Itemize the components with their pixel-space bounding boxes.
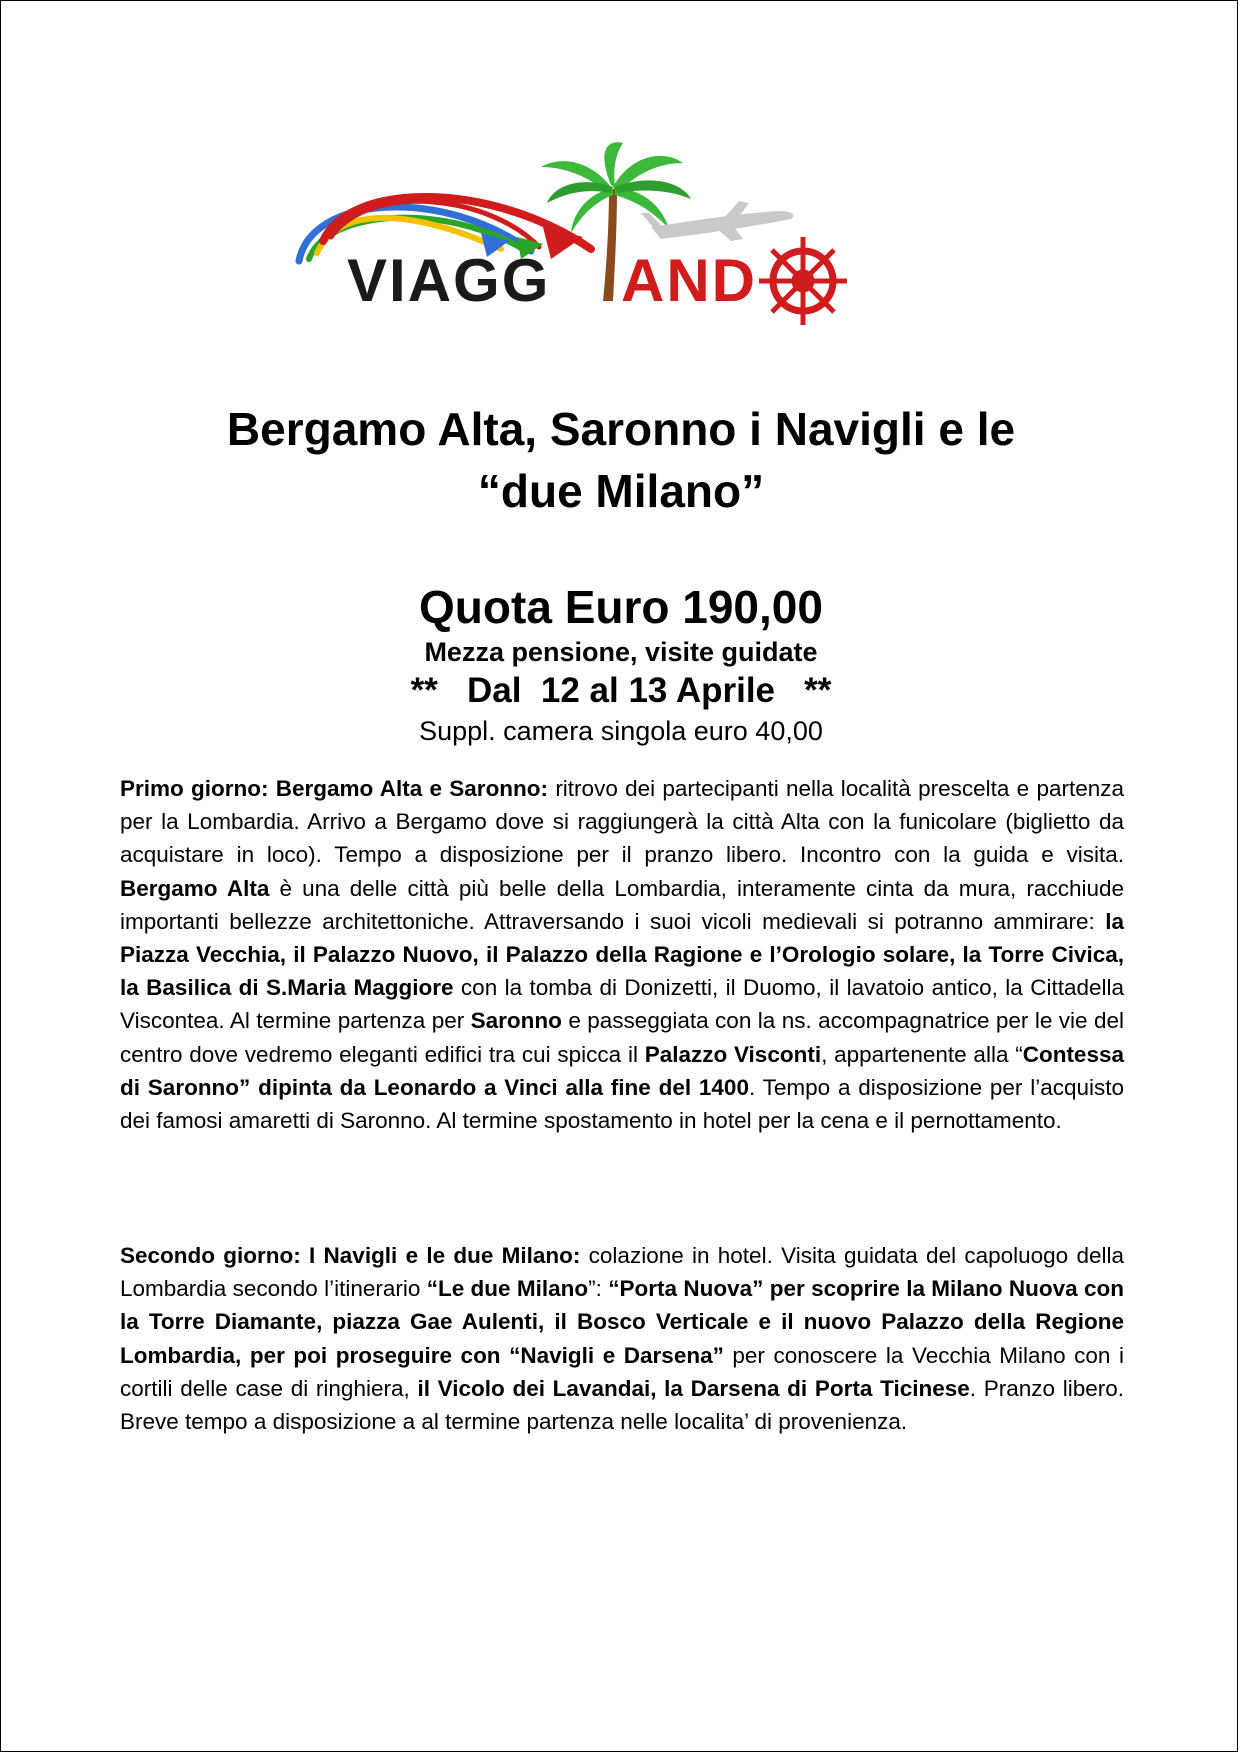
trip-title-line2: “due Milano”: [477, 465, 765, 517]
day1-text: Palazzo Visconti: [644, 1041, 822, 1067]
trip-title-line1: Bergamo Alta, Saronno i Navigli e le: [226, 403, 1016, 455]
day1-text: la Piazza Vecchia, il Palazzo Nuovo, il Palazzo della Ragione e l’Orologio solare, la Torre Civica, la Basilica di S.Maria Maggiore: [120, 908, 1124, 1001]
day1-text: . Tempo a disposizione per l’acquisto dei famosi amaretti di Saronno. Al termine spostamento in hotel per la cena e il pernottamento.: [120, 1074, 1125, 1134]
price: Quota Euro 190,00: [419, 581, 823, 633]
single-room-supplement: Suppl. camera singola euro 40,00: [419, 716, 823, 746]
ship-wheel-icon: [759, 237, 847, 325]
day1-text: è una delle città più belle della Lombardia, interamente cinta da mura, racchiude importanti bellezze architettoniche. Attraversando i suoi vicoli medievali si potranno ammirare:: [120, 875, 1124, 934]
day1-text: ritrovo dei partecipanti nella località prescelta e partenza per la Lombardia. Arrivo a Bergamo dove si raggiungerà la città Alta con la funicolare (biglietto da acquistare in loco). Tempo a disposizione per il pranzo libero. Incontro con la guida e visita.: [120, 776, 1124, 868]
day2-text: . Pranzo libero. Breve tempo a disposizione a al termine partenza nelle localita’ di provenienza.: [120, 1375, 1124, 1435]
day2-text: “Le due Milano: [426, 1276, 589, 1302]
day1-text: Contessa di Saronno” dipinta da Leonardo a Vinci alla fine del 1400: [120, 1041, 1124, 1100]
day2-paragraph: [120, 1239, 1124, 1438]
day1-text: , appartenente alla “: [821, 1041, 1023, 1067]
travel-dates: ** Dal 12 al 13 Aprile **: [410, 671, 832, 710]
day1-heading: Primo giorno: Bergamo Alta e Saronno:: [120, 776, 549, 801]
day1-text: con la tomba di Donizetti, il Duomo, il lavatoio antico, la Cittadella Viscontea. Al termine partenza per: [120, 975, 1125, 1034]
logo-text-left: VIAGG: [347, 247, 551, 314]
logo-text-right: AND: [621, 247, 757, 314]
trip-title: [61, 398, 1181, 522]
day2-text: ”:: [588, 1276, 609, 1302]
day2-text: il Vicolo dei Lavandai, la Darsena di Porta Ticinese: [417, 1375, 970, 1401]
day2-heading: Secondo giorno: I Navigli e le due Milano:: [120, 1243, 581, 1268]
day1-paragraph: [120, 772, 1124, 1137]
day1-text: Bergamo Alta: [120, 875, 270, 901]
day1-text: e passeggiata con la ns. accompagnatrice per le vie del centro dove vedremo eleganti edifici tra cui spicca il: [120, 1008, 1124, 1067]
viaggiando-logo: [291, 141, 951, 356]
day2-text: colazione in hotel. Visita guidata del capoluogo della Lombardia secondo l’itinerario: [120, 1243, 1124, 1302]
day2-text: per conoscere la Vecchia Milano con i cortili delle case di ringhiera,: [120, 1342, 1124, 1401]
day1-text: Saronno: [470, 1008, 562, 1034]
included-services: Mezza pensione, visite guidate: [424, 637, 818, 667]
day2-text: “Porta Nuova” per scoprire la Milano Nuova con la Torre Diamante, piazza Gae Aulenti, il Bosco Verticale e il nuovo Palazzo della Regione Lombardia, per poi proseguire con “Navigli e Darsena”: [120, 1276, 1125, 1368]
